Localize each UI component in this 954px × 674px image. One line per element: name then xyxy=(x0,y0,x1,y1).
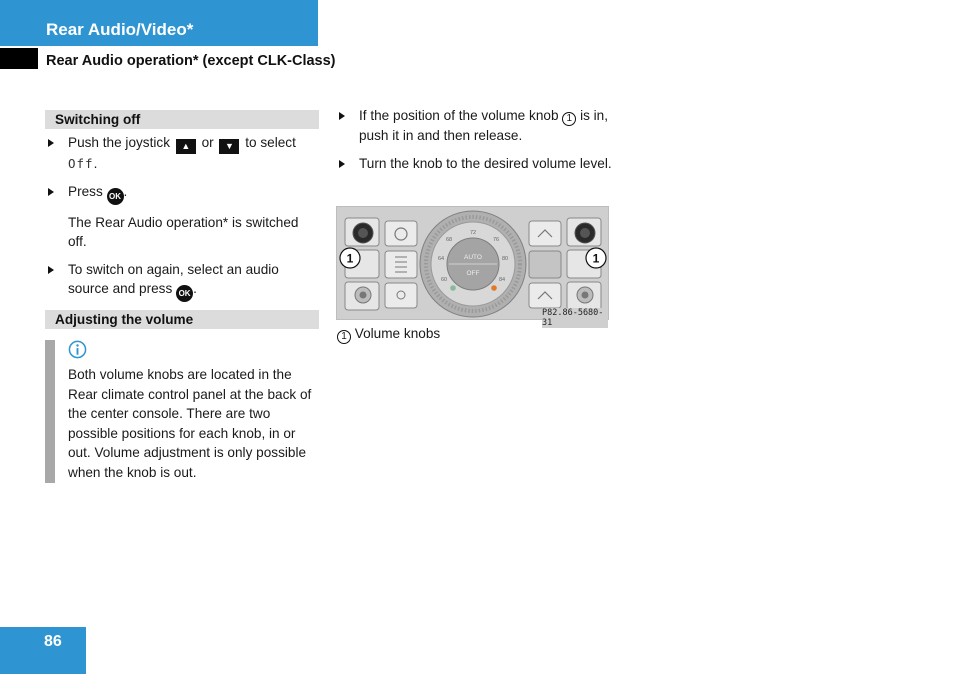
center-button xyxy=(529,251,561,278)
joystick-up-icon: ▲ xyxy=(176,139,196,154)
low-fan-button xyxy=(385,283,417,308)
adjusting-volume-heading: Adjusting the volume xyxy=(45,310,319,329)
off-label: OFF xyxy=(466,270,480,277)
callout-1-icon: 1 xyxy=(562,112,576,126)
svg-text:80: 80 xyxy=(501,256,509,262)
rear-climate-panel-illustration xyxy=(337,207,610,321)
switched-off-result: The Rear Audio operation* is switched off. xyxy=(68,214,299,249)
info-icon xyxy=(68,340,87,359)
svg-text:76: 76 xyxy=(492,237,500,243)
display-value-off: Off xyxy=(68,156,94,171)
rear-climate-panel-figure xyxy=(336,206,609,328)
step-turn-knob: Turn the knob to the desired volume level. xyxy=(336,154,612,174)
warm-indicator-icon xyxy=(491,285,497,291)
cold-indicator-icon xyxy=(450,285,456,291)
fan-level-button xyxy=(385,251,417,278)
svg-text:68: 68 xyxy=(445,237,453,243)
ok-button-icon: OK xyxy=(107,188,124,205)
svg-text:1: 1 xyxy=(592,251,600,266)
right-column xyxy=(336,106,612,173)
left-column xyxy=(45,110,319,482)
air-distribution-button xyxy=(529,221,561,246)
fan-button xyxy=(385,221,417,246)
switching-off-heading: Switching off xyxy=(45,110,319,129)
info-note-bar xyxy=(45,340,55,483)
svg-text:1: 1 xyxy=(346,251,354,266)
step-check-knob-position: If the position of the volume knob 1 is in, push it in and then release. xyxy=(336,106,612,146)
step-switch-on-again: To switch on again, select an audio source and press OK . xyxy=(45,260,319,303)
svg-text:84: 84 xyxy=(498,277,506,283)
step-press-ok: Press OK . xyxy=(45,182,319,205)
svg-text:64: 64 xyxy=(437,256,445,262)
footwell-button xyxy=(529,283,561,308)
section-marker xyxy=(0,48,38,69)
step-push-joystick: Push the joystick ▲ or ▼ to select Off. xyxy=(45,133,319,174)
chapter-title: Rear Audio/Video* xyxy=(46,20,194,39)
callout-1-icon: 1 xyxy=(337,330,351,344)
section-title: Rear Audio operation* (except CLK-Class) xyxy=(46,53,336,69)
joystick-down-icon: ▼ xyxy=(219,139,239,154)
svg-text:72: 72 xyxy=(469,230,477,236)
chapter-header-tab xyxy=(0,0,318,46)
auto-label: AUTO xyxy=(464,254,482,261)
page-number: 86 xyxy=(44,633,62,650)
svg-text:60: 60 xyxy=(440,277,448,283)
figure-code: P82.86-5680-31 xyxy=(542,308,608,328)
info-note-text: Both volume knobs are located in the Rear climate control panel at the back of the center console. There are two possible positions for each knob, in or out. Volume adjustment is only possible when the knob is out. xyxy=(68,367,312,480)
figure-caption xyxy=(337,324,440,344)
page-number-box xyxy=(0,627,86,674)
caption-text: Volume knobs xyxy=(354,326,441,341)
info-note xyxy=(45,340,319,482)
ok-button-icon: OK xyxy=(176,285,193,302)
